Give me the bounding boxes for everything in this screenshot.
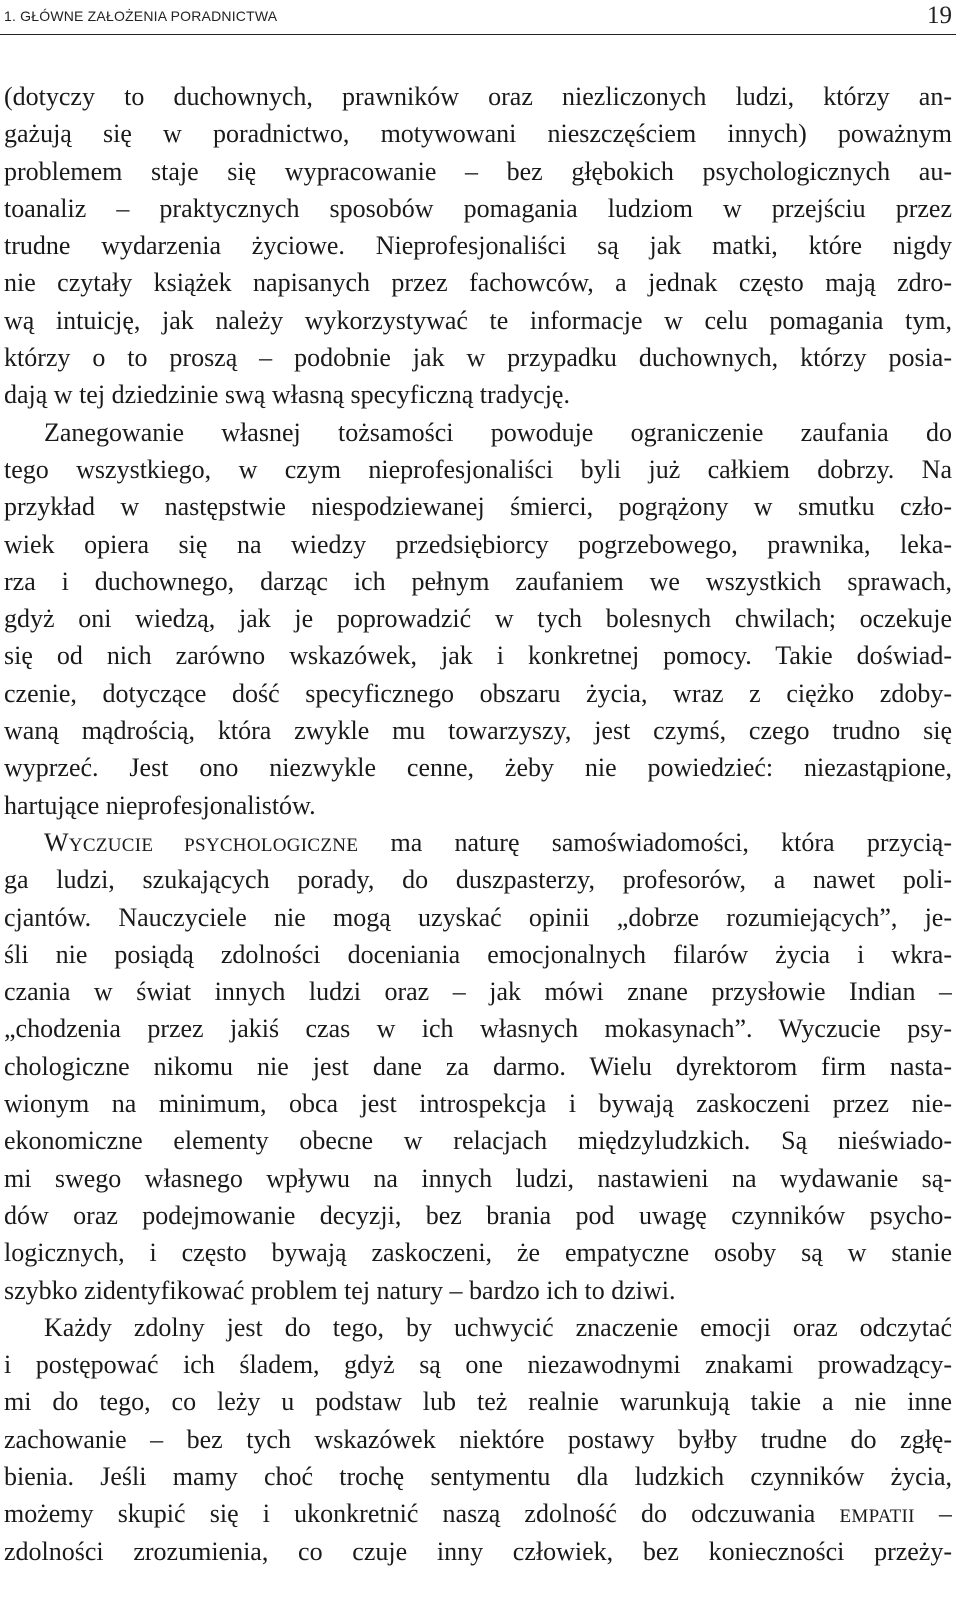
text-line: się od nich zarówno wskazówek, jak i konkretnej pomocy. Takie doświad- [4, 641, 952, 671]
line-text: możemy skupić się i ukonkretnić naszą zdolność do odczuwania [4, 1499, 840, 1529]
text-line: zachowanie – bez tych wskazówek niektóre postawy byłby trudne do zgłę- [4, 1424, 952, 1454]
text-line: i postępować ich śladem, gdyż są one niezawodnymi znakami prowadzący- [4, 1350, 952, 1380]
text-line: tego wszystkiego, w czym nieprofesjonaliści byli już całkiem dobrzy. Na [4, 454, 952, 484]
small-caps-term: EMPATII [839, 1506, 915, 1528]
text-line: czania w świat innych ludzi oraz – jak mówi znane przysłowie Indian – [4, 977, 952, 1007]
text-line: logicznych, i często bywają zaskoczeni, że empatyczne osoby są w stanie [4, 1238, 952, 1268]
text-line [4, 1495, 952, 1532]
text-line: wą intuicję, jak należy wykorzystywać te informacje w celu pomagania tym, [4, 305, 952, 335]
text-line: cjantów. Nauczyciele nie mogą uzyskać opinii „dobrze rozumiejących”, je- [4, 902, 952, 932]
text-line: problemem staje się wypracowanie – bez głębokich psychologicznych au- [4, 156, 952, 186]
text-line: którzy o to proszą – podobnie jak w przypadku duchownych, którzy posia- [4, 343, 952, 373]
line-text: ma naturę samoświadomości, która przycią- [358, 827, 952, 857]
text-line: wyprzeć. Jest ono niezwykle cenne, żeby nie powiedzieć: niezastąpione, [4, 753, 952, 783]
text-line: przykład w następstwie niespodziewanej śmierci, pogrążony w smutku czło- [4, 492, 952, 522]
small-caps-term: YCZUCIE PSYCHOLOGICZNE [68, 834, 359, 856]
text-line: ekonomiczne elementy obecne w relacjach międzyludzkich. Są nieświado- [4, 1126, 952, 1156]
text-line: hartujące nieprofesjonalistów. [4, 790, 316, 820]
body-text [4, 78, 952, 1570]
text-line: dów oraz podejmowanie decyzji, bez brania pod uwagę czynników psycho- [4, 1200, 952, 1230]
text-line: rza i duchownego, darząc ich pełnym zaufaniem we wszystkich sprawach, [4, 566, 952, 596]
text-line: czenie, dotyczące dość specyficznego obszaru życia, wraz z ciężko zdoby- [4, 678, 952, 708]
paragraph-first-line: Każdy zdolny jest do tego, by uchwycić znaczenie emocji oraz odczytać [44, 1312, 952, 1342]
text-line: gdyż oni wiedzą, jak je poprowadzić w tych bolesnych chwilach; oczekuje [4, 604, 952, 634]
page-number: 19 [927, 2, 952, 29]
chapter-title: 1. GŁÓWNE ZAŁOŻENIA PORADNICTWA [4, 8, 278, 24]
text-line: mi swego własnego wpływu na innych ludzi, nastawieni na wydawanie są- [4, 1163, 952, 1193]
text-line: nie czytały książek napisanych przez fachowców, a jednak często mają zdro- [4, 268, 952, 298]
text-line: mi do tego, co leży u podstaw lub też realnie warunkują takie a nie inne [4, 1387, 952, 1417]
paragraph-first-line: Zanegowanie własnej tożsamości powoduje ograniczenie zaufania do [44, 417, 952, 447]
text-line: gażują się w poradnictwo, motywowani nieszczęściem innych) poważnym [4, 119, 952, 149]
running-header [0, 0, 956, 35]
text-line: trudne wydarzenia życiowe. Nieprofesjonaliści są jak matki, które nigdy [4, 231, 952, 261]
text-line: śli nie posiądą zdolności doceniania emocjonalnych filarów życia i wkra- [4, 939, 952, 969]
text-line: wiek opiera się na wiedzy przedsiębiorcy pogrzebowego, prawnika, leka- [4, 529, 952, 559]
text-line: bienia. Jeśli mamy choć trochę sentymentu dla ludzkich czynników życia, [4, 1461, 952, 1491]
paragraph-first-line [4, 824, 952, 861]
text-line: szybko zidentyfikować problem tej natury – bardzo ich to dziwi. [4, 1275, 676, 1305]
text-line: ga ludzi, szukających porady, do duszpasterzy, profesorów, a nawet poli- [4, 865, 952, 895]
text-line: waną mądrością, która zwykle mu towarzyszy, jest czymś, czego trudno się [4, 716, 952, 746]
text-line: toanaliz – praktycznych sposobów pomagania ludziom w przejściu przez [4, 193, 952, 223]
text-line: zdolności zrozumienia, co czuje inny człowiek, bez konieczności przeży- [4, 1536, 952, 1566]
text-line: dają w tej dziedzinie swą własną specyficzną tradycję. [4, 380, 570, 410]
text-line: chologiczne nikomu nie jest dane za darmo. Wielu dyrektorom firm nasta- [4, 1051, 952, 1081]
text-line: (dotyczy to duchownych, prawników oraz niezliczonych ludzi, którzy an- [4, 82, 952, 111]
text-line: „chodzenia przez jakiś czas w ich własnych mokasynach”. Wyczucie psy- [4, 1014, 952, 1044]
line-text-tail: – [914, 1499, 952, 1529]
small-caps-lead: W [44, 827, 69, 857]
text-line: wionym na minimum, obca jest introspekcja i bywają zaskoczeni przez nie- [4, 1089, 952, 1119]
